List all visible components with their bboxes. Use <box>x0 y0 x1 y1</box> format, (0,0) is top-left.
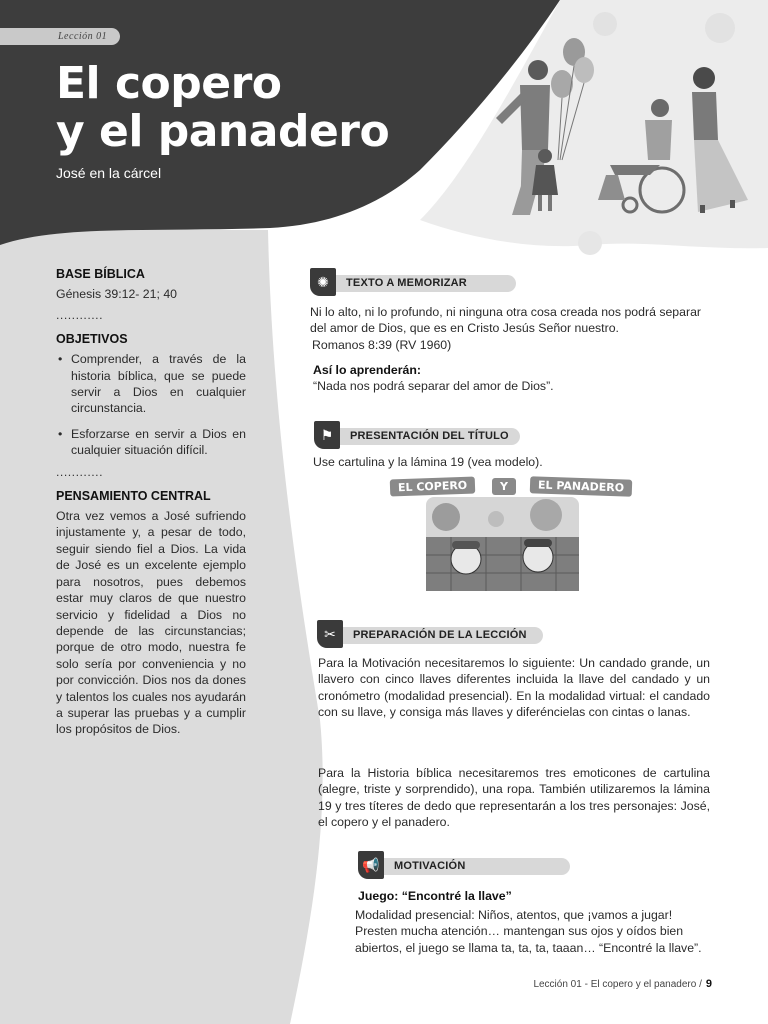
base-biblica-heading: BASE BÍBLICA <box>56 267 145 281</box>
lesson-tag: Lección 01 <box>0 28 120 45</box>
page-number: 9 <box>705 978 712 990</box>
learn-heading: Así lo aprenderán: <box>313 363 421 377</box>
memorize-verse: Ni lo alto, ni lo profundo, ni ninguna otra cosa creada nos podrá separar del amor de Dios, que es en Cristo Jesús Señor nuestro. <box>310 305 702 336</box>
brain-icon: ✺ <box>310 268 336 296</box>
dotted-divider: ............ <box>56 307 103 322</box>
banner-y: Y <box>492 478 516 495</box>
megaphone-icon: 📢 <box>358 851 384 879</box>
preparation-header-label: PREPARACIÓN DE LA LECCIÓN <box>339 627 543 644</box>
central-thought-text: Otra vez vemos a José sufriendo injustamente y, a pesar de todo, seguir siendo fiel a Dios. La vida de José es un excelente ejemplo para nosotros, pues debemos estar muy claros de que nuestro servicio y fidelidad a Dios no depende de las circunstancias; porque de otro modo, nuestra fe solo sería por conveniencia y no por convicción. Dios nos da dones y talentos los cuales nos ayudarán a superar las pruebas y a cumplir los propósitos de Dios. <box>56 509 246 737</box>
page-title <box>56 60 389 156</box>
lamina-19-image <box>426 497 579 591</box>
banner-panadero: EL PANADERO <box>530 476 633 497</box>
objectives-list <box>56 351 246 458</box>
page-subtitle: José en la cárcel <box>56 165 162 181</box>
list-item: • Comprender, a través de la historia bíblica, que se puede servir a Dios en cualquier circunstancia. <box>56 351 246 417</box>
tools-icon: ✂ <box>317 620 343 648</box>
flag-icon: ⚑ <box>314 421 340 449</box>
list-item: • Esforzarse en servir a Dios en cualquier situación difícil. <box>56 426 246 459</box>
title-instruction: Use cartulina y la lámina 19 (vea modelo). <box>313 455 543 469</box>
dotted-divider: ............ <box>56 464 103 479</box>
banner-copero: EL COPERO <box>390 477 476 497</box>
preparation-para-2: Para la Historia bíblica necesitaremos tres emoticones de cartulina (alegre, triste y sorprendido), una ropa. También utilizaremos la lámina 19 y tres títeres de dedo que representarán a los tres personajes: José, el copero y el panadero. <box>318 766 710 830</box>
learn-text: “Nada nos podrá separar del amor de Dios”. <box>313 379 554 393</box>
base-biblica-text: Génesis 39:12- 21; 40 <box>56 287 177 302</box>
page-footer <box>533 978 712 990</box>
footer-text: Lección 01 - El copero y el panadero / <box>533 979 702 990</box>
memorize-header-label: TEXTO A MEMORIZAR <box>332 275 516 292</box>
motivation-text: Modalidad presencial: Niños, atentos, que ¡vamos a jugar! Presten mucha atención… mantengan sus ojos y oídos bien abiertos, el juego se llama ta, ta, ta, taaan… “Encontré la llave”. <box>355 908 702 955</box>
objectives-heading: OBJETIVOS <box>56 331 128 346</box>
preparation-para-1-top <box>318 655 710 721</box>
title-header-label: PRESENTACIÓN DEL TÍTULO <box>336 428 520 445</box>
title-line-2: y el panadero <box>56 106 390 157</box>
game-title: Juego: “Encontré la llave” <box>358 889 512 903</box>
preparation-para-1: Para la Motivación necesitaremos lo siguiente: Un candado grande, un llavero con cinco llaves diferentes incluida la llave del candado y un cronómetro (modalidad presencial). En la modalidad virtual: el candado con su llave, y consiga más llaves y diferéncielas con cintas o lanas. <box>318 656 710 720</box>
memorize-reference: Romanos 8:39 (RV 1960) <box>312 338 452 352</box>
central-thought-heading: PENSAMIENTO CENTRAL <box>56 488 211 503</box>
title-line-1: El copero <box>56 58 282 109</box>
left-column <box>56 266 246 738</box>
motivation-header-label: MOTIVACIÓN <box>380 858 570 875</box>
